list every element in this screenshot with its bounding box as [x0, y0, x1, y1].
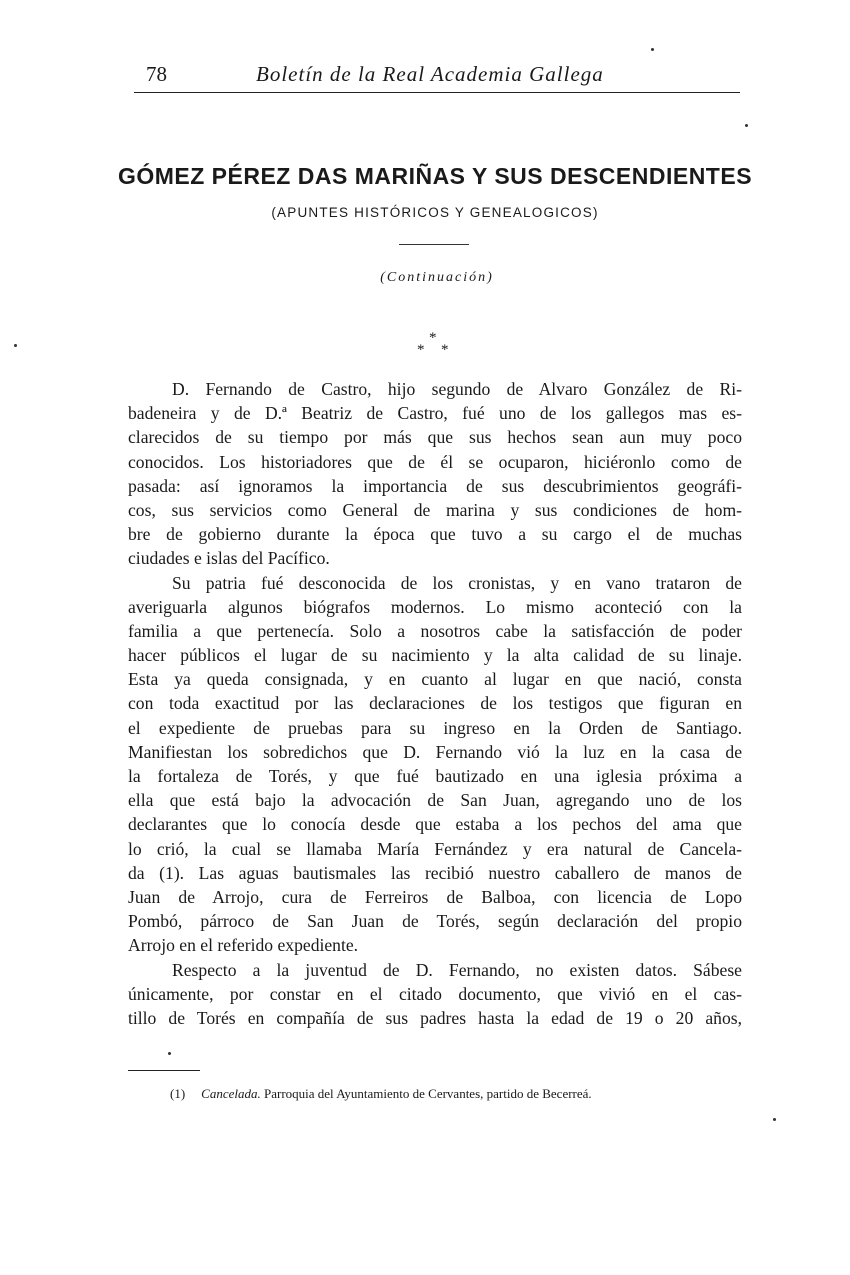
- text-line: Manifiestan los sobredichos que D. Fernando vió la luz en la casa de: [128, 741, 742, 762]
- text-line: badeneira y de D.ª Beatriz de Castro, fué uno de los gallegos mas es-: [128, 403, 742, 424]
- text-line: Su patria fué desconocida de los cronistas, y en vano trataron de: [172, 572, 742, 593]
- print-speck: [14, 344, 17, 347]
- text-line: tillo de Torés en compañía de sus padres hasta la edad de 19 o 20 años,: [128, 1007, 742, 1028]
- text-line: pasada: así ignoramos la importancia de sus descubrimientos geográfi-: [128, 475, 742, 496]
- footnote-text: Parroquia del Ayuntamiento de Cervantes, partido de Becerreá.: [264, 1086, 592, 1101]
- text-line: averiguarla algunos biógrafos modernos. Lo mismo aconteció con la: [128, 596, 742, 617]
- page-number: 78: [146, 62, 167, 86]
- text-line: Pombó, párroco de San Juan de Torés, según declaración del propio: [128, 911, 742, 932]
- text-line: únicamente, por constar en el citado documento, que vivió en el cas-: [128, 983, 742, 1004]
- text-line: Esta ya queda consignada, y en cuanto al lugar en que nació, consta: [128, 669, 742, 690]
- text-line: Respecto a la juventud de D. Fernando, no existen datos. Sábese: [172, 959, 742, 980]
- running-head: Boletín de la Real Academia Gallega: [256, 62, 604, 86]
- text-line: conocidos. Los historiadores que de él se ocuparon, hiciéronlo como de: [128, 451, 742, 472]
- asterism-star: *: [429, 330, 437, 346]
- asterism-star: *: [417, 342, 425, 358]
- body-text: [128, 377, 742, 1030]
- print-speck: [745, 124, 748, 127]
- text-line: familia a que pertenecía. Solo a nosotros cabe la satisfacción de poder: [128, 620, 742, 641]
- text-line: Arrojo en el referido expediente.: [128, 935, 359, 956]
- text-line: lo crió, la cual se llamaba María Fernández y era natural de Cancela-: [128, 838, 742, 859]
- text-line: hacer públicos el lugar de su nacimiento y la alta calidad de su linaje.: [128, 645, 742, 666]
- footnote: [170, 1086, 592, 1102]
- text-line: bre de gobierno durante la época que tuvo a su cargo el de muchas: [128, 524, 742, 545]
- asterism: [417, 332, 451, 358]
- footnote-term: Cancelada.: [201, 1086, 261, 1101]
- text-line: cos, sus servicios como General de marina y sus condiciones de hom-: [128, 499, 742, 520]
- print-speck: [651, 48, 654, 51]
- text-line: da (1). Las aguas bautismales las recibió nuestro caballero de manos de: [128, 862, 742, 883]
- print-speck: [773, 1118, 776, 1121]
- article-title: GÓMEZ PÉREZ DAS MARIÑAS Y SUS DESCENDIENTES: [117, 163, 753, 189]
- text-line: Juan de Arrojo, cura de Ferreiros de Balboa, con licencia de Lopo: [128, 886, 742, 907]
- text-line: la fortaleza de Torés, y que fué bautizado en una iglesia próxima a: [128, 766, 742, 786]
- text-line: con toda exactitud por las declaraciones de los testigos que figuran en: [128, 693, 742, 714]
- article-subtitle: (APUNTES HISTÓRICOS Y GENEALOGICOS): [271, 205, 599, 220]
- footnote-rule: [128, 1070, 200, 1071]
- text-line: clarecidos de su tiempo por más que sus hechos sean aun muy poco: [128, 427, 742, 448]
- text-line: D. Fernando de Castro, hijo segundo de Alvaro González de Ri-: [172, 379, 742, 399]
- text-line: ella que está bajo la advocación de San Juan, agregando uno de los: [128, 790, 742, 811]
- asterism-star: *: [441, 342, 449, 358]
- text-line: el expediente de pruebas para su ingreso en la Orden de Santiago.: [128, 717, 742, 738]
- continuation-label: (Continuación): [380, 270, 494, 285]
- title-rule: [399, 244, 469, 245]
- header-rule: [134, 92, 740, 93]
- text-line: ciudades e islas del Pacífico.: [128, 548, 330, 569]
- footnote-marker: (1): [170, 1086, 186, 1101]
- print-speck: [168, 1052, 171, 1055]
- text-line: declarantes que lo conocía desde que estaba a los pechos del ama que: [128, 814, 742, 835]
